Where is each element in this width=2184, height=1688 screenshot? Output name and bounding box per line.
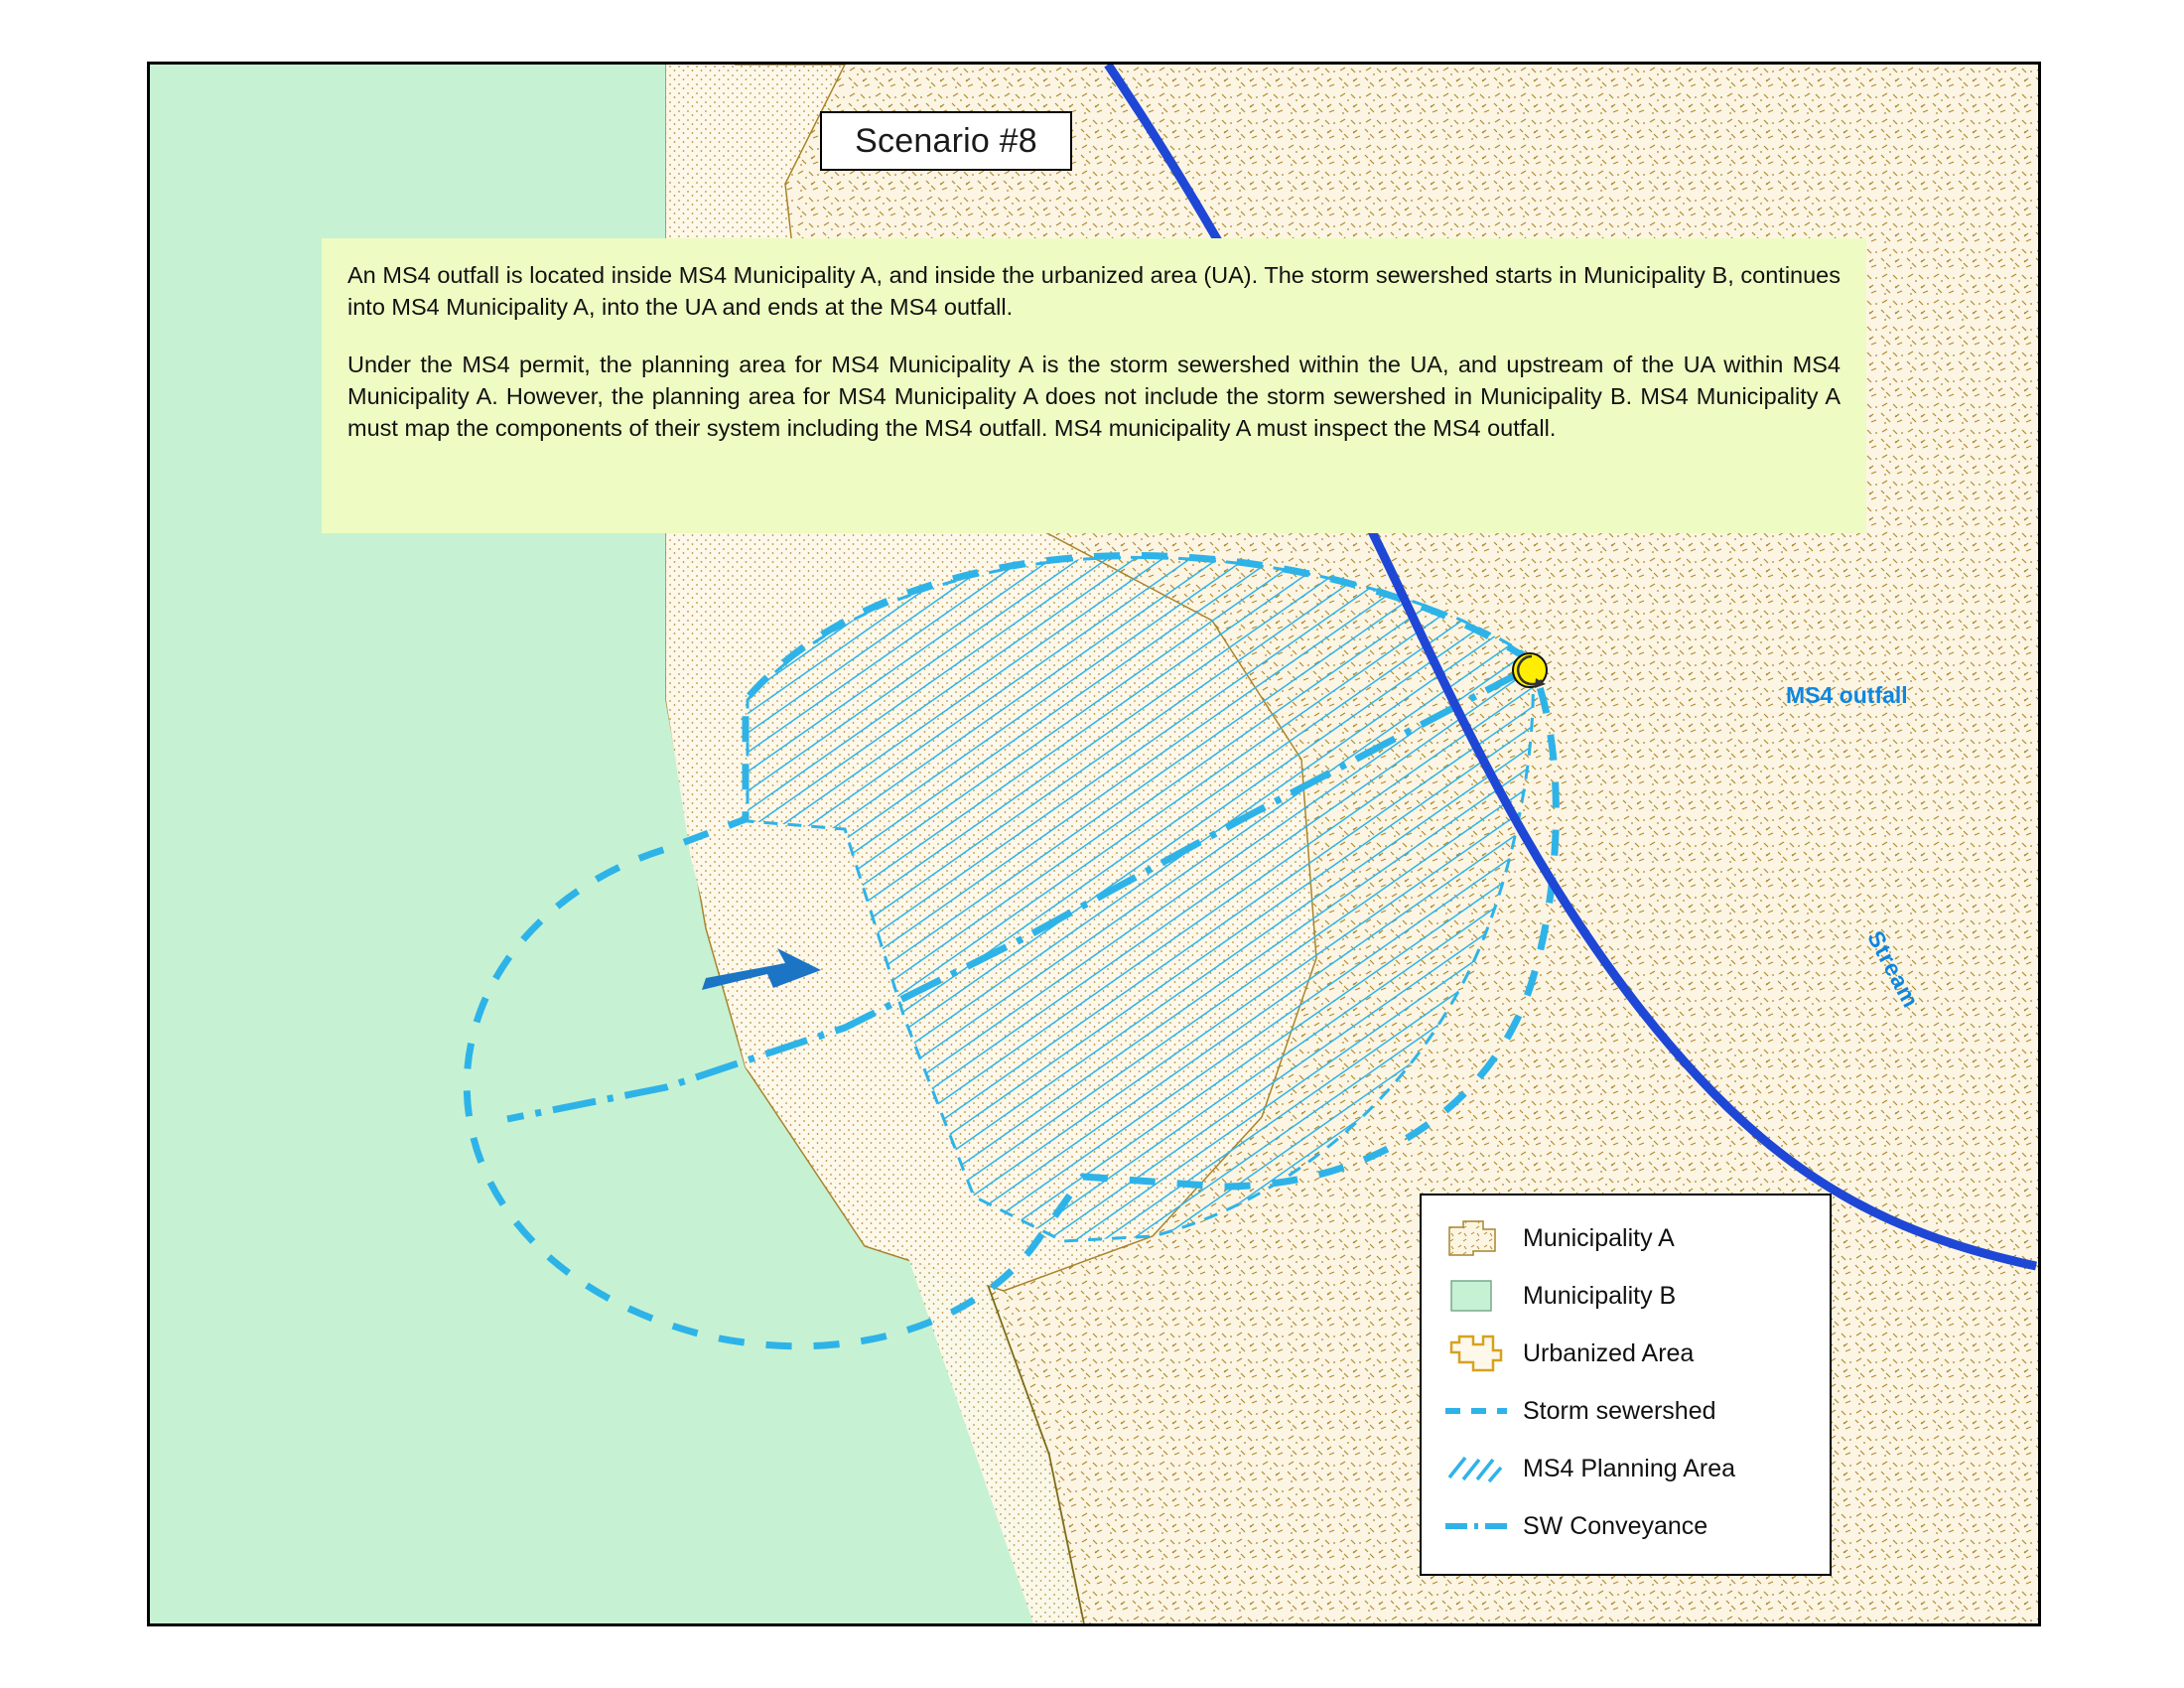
legend-item-municipality-b bbox=[1422, 1267, 1830, 1325]
legend-label-sw-conveyance: SW Conveyance bbox=[1523, 1511, 1708, 1540]
scenario-title-box bbox=[820, 111, 1072, 171]
page-title: Scenario #8 bbox=[855, 121, 1037, 160]
legend-label-municipality-a: Municipality A bbox=[1523, 1223, 1675, 1252]
legend-label-urbanized-area: Urbanized Area bbox=[1523, 1338, 1695, 1367]
dashed-line-swatch bbox=[1443, 1390, 1509, 1432]
urbanized-area-polygon-swatch bbox=[1443, 1333, 1509, 1374]
municipality-a-polygon-swatch bbox=[1443, 1217, 1509, 1259]
legend-label-ms4-planning-area: MS4 Planning Area bbox=[1523, 1454, 1736, 1482]
legend-item-storm-sewershed bbox=[1422, 1382, 1830, 1440]
map-label-stream: Stream bbox=[1862, 926, 1925, 1013]
dash-dot-line-swatch bbox=[1443, 1505, 1509, 1547]
legend-label-storm-sewershed: Storm sewershed bbox=[1523, 1396, 1716, 1425]
ms4-outfall-symbol bbox=[1513, 653, 1547, 688]
narrative-paragraph-2: Under the MS4 permit, the planning area for MS4 Municipality A is the storm sewershed within the UA, and upstream of the UA within MS4 Municipality A. However, the planning area for MS4 Municipality A does not include the storm sewershed in Municipality B. MS4 Municipality A must map the components of their system including the MS4 outfall. MS4 municipality A must inspect the MS4 outfall. bbox=[347, 351, 1841, 441]
hatched-polygon-swatch bbox=[1443, 1448, 1509, 1489]
map-legend bbox=[1420, 1194, 1832, 1576]
municipality-b-polygon-swatch bbox=[1443, 1275, 1509, 1317]
legend-item-urbanized-area bbox=[1422, 1325, 1830, 1382]
legend-label-municipality-b: Municipality B bbox=[1523, 1281, 1677, 1310]
map-label-ms4-outfall: MS4 outfall bbox=[1786, 682, 1908, 708]
legend-item-sw-conveyance bbox=[1422, 1497, 1830, 1555]
legend-item-ms4-planning-area bbox=[1422, 1440, 1830, 1497]
narrative-text-box bbox=[322, 238, 1866, 533]
narrative-paragraph-1: An MS4 outfall is located inside MS4 Municipality A, and inside the urbanized area (UA). The storm sewershed starts in Municipality B, continues into MS4 Municipality A, into the UA and ends at the MS4 outfall. bbox=[347, 262, 1841, 320]
legend-item-municipality-a bbox=[1422, 1209, 1830, 1267]
